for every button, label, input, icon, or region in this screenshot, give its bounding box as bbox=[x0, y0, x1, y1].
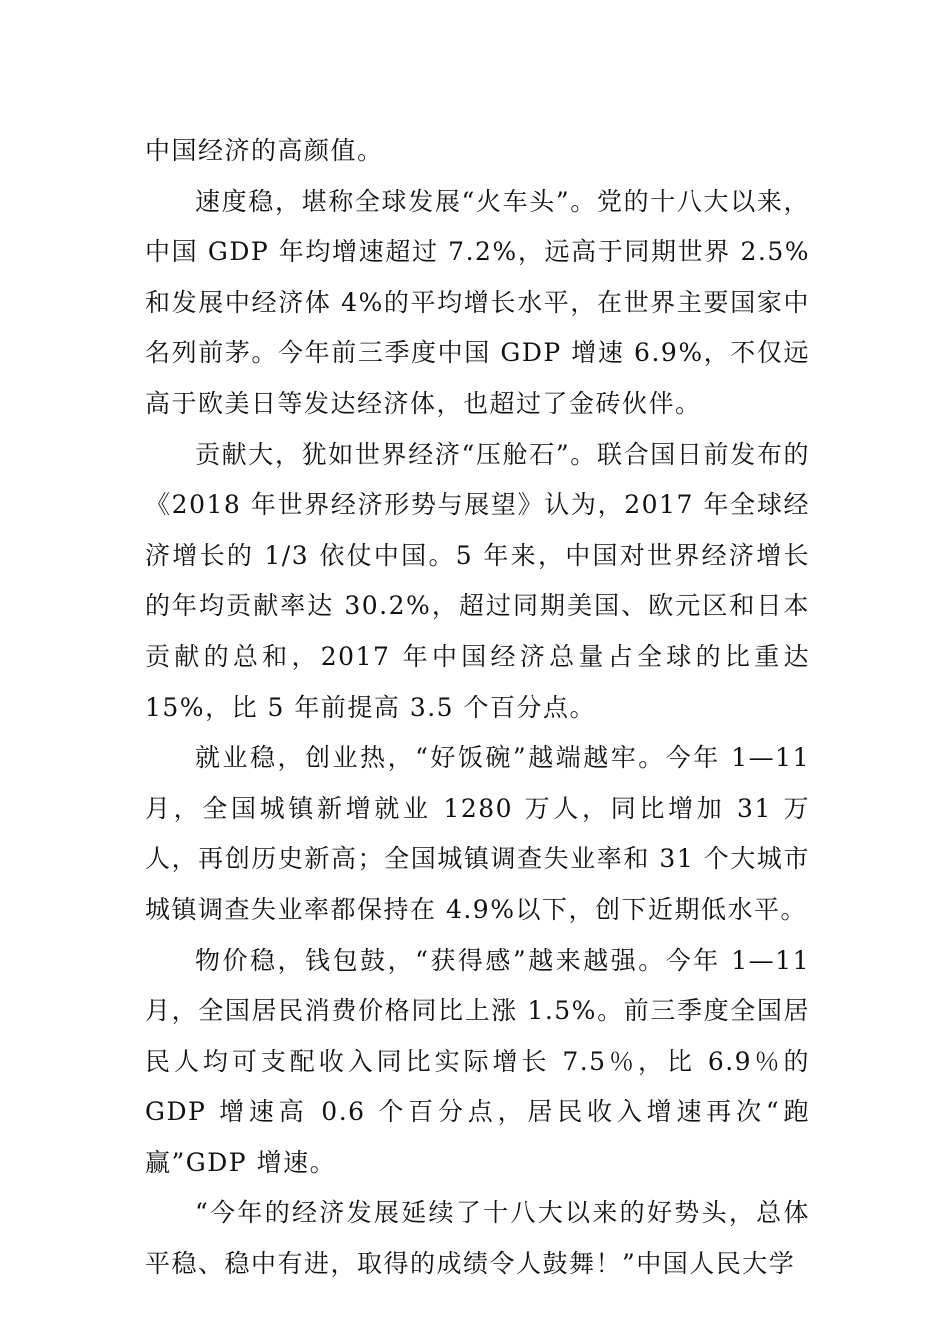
paragraph-global-contribution: 贡献大，犹如世界经济“压舱石”。联合国日前发布的《2018 年世界经济形势与展望》认为，2017 年全球经济增长的 1/3 依仗中国。5 年来，中国对世界经济增长的年均贡献率达 30.2%，超过同期美国、欧元区和日本贡献的总和，2017 年中国经济总量占全球的比重达 15%，比 5 年前提高 3.5 个百分点。 bbox=[145, 439, 810, 722]
paragraph-employment: 就业稳，创业热，“好饭碗”越端越牢。今年 1—11 月，全国城镇新增就业 1280 万人，同比增加 31 万人，再创历史新高；全国城镇调查失业率和 31 个大城市城镇调查失业率都保持在 4.9%以下，创下近期低水平。 bbox=[145, 743, 810, 924]
document-body bbox=[145, 126, 810, 1290]
paragraph-growth-speed: 速度稳，堪称全球发展“火车头”。党的十八大以来，中国 GDP 年均增速超过 7.2%，远高于同期世界 2.5%和发展中经济体 4%的平均增长水平，在世界主要国家中名列前茅。今年前三季度中国 GDP 增速 6.9%，不仅远高于欧美日等发达经济体，也超过了金砖伙伴。 bbox=[145, 186, 810, 418]
paragraph-prices-income: 物价稳，钱包鼓，“获得感”越来越强。今年 1—11 月，全国居民消费价格同比上涨 1.5%。前三季度全国居民人均可支配收入同比实际增长 7.5％，比 6.9％的 GDP 增速高 0.6 个百分点，居民收入增速再次“跑赢”GDP 增速。 bbox=[145, 945, 810, 1177]
paragraph-intro-tail: 中国经济的高颜值。 bbox=[145, 136, 384, 165]
paragraph-quote: “今年的经济发展延续了十八大以来的好势头，总体平稳、稳中有进，取得的成绩令人鼓舞！”中国人民大学 bbox=[145, 1198, 810, 1279]
